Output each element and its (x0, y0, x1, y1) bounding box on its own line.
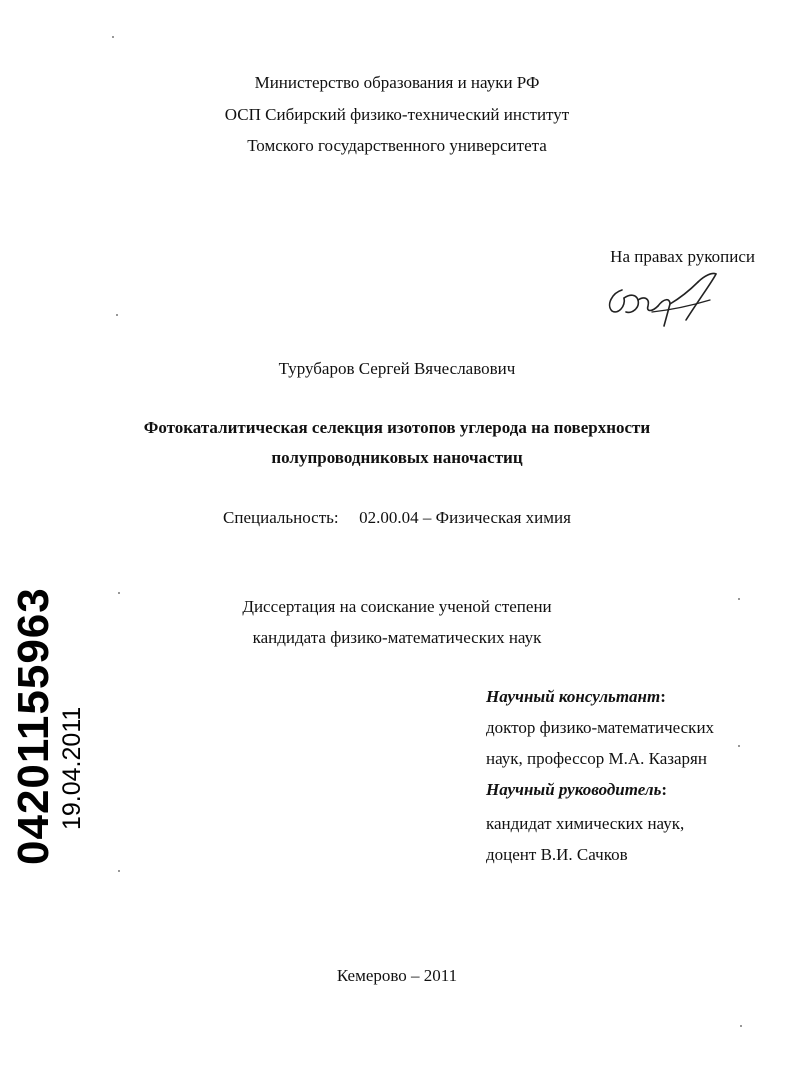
manuscript-note: На правах рукописи (610, 247, 755, 266)
scan-speck (118, 870, 120, 872)
dissertation-title-line-1: Фотокаталитическая селекция изотопов углерода на поверхности (143, 418, 651, 437)
consultant-label: Научный консультант (486, 687, 661, 706)
supervisor-name: доцент В.И. Сачков (486, 845, 628, 864)
supervisor-heading (486, 780, 667, 800)
scan-speck (118, 592, 120, 594)
supervisor-degree: кандидат химических наук, (486, 814, 685, 833)
scan-speck (738, 745, 740, 747)
author-name: Турубаров Сергей Вячеславович (278, 359, 516, 378)
institute-line: ОСП Сибирский физико-технический институт (224, 105, 570, 124)
specialty-label: Специальность: (223, 508, 339, 527)
consultant-heading (486, 687, 666, 707)
university-line: Томского государственного университета (247, 136, 547, 155)
archive-number-stamp: 04201155963 (9, 587, 58, 865)
specialty-value: 02.00.04 – Физическая химия (359, 508, 571, 527)
degree-line-1: Диссертация на соискание ученой степени (242, 597, 552, 616)
scan-speck (112, 36, 114, 38)
scan-speck (738, 598, 740, 600)
city-year: Кемерово – 2011 (336, 966, 458, 985)
consultant-colon: : (660, 687, 666, 706)
degree-line-2: кандидата физико-математических наук (252, 628, 542, 647)
consultant-degree: доктор физико-математических (486, 718, 715, 737)
supervisor-label: Научный руководитель (486, 780, 662, 799)
scan-speck (116, 314, 118, 316)
scan-speck (740, 1025, 742, 1027)
consultant-name: наук, профессор М.А. Казарян (486, 749, 707, 768)
signature-image (600, 268, 728, 338)
archive-date-stamp: 19.04.2011 (58, 706, 86, 830)
supervisor-colon: : (661, 780, 668, 799)
specialty-line (0, 508, 794, 528)
ministry-line: Министерство образования и науки РФ (254, 73, 540, 92)
dissertation-title-line-2: полупроводниковых наночастиц (271, 448, 523, 467)
